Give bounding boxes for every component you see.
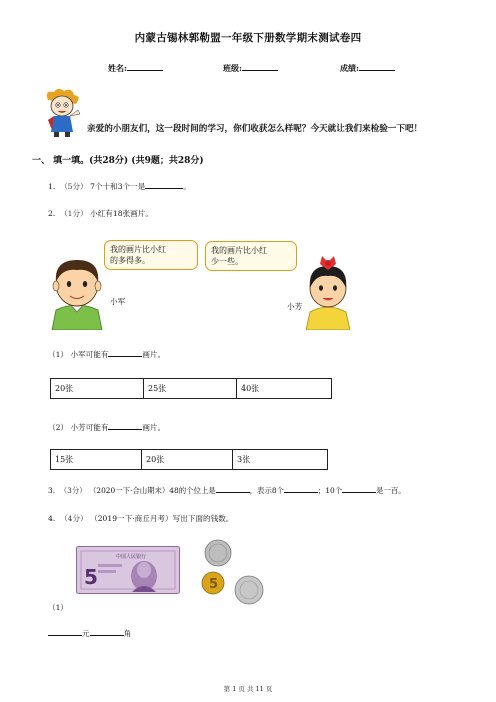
option-cell[interactable]: 40张 [237,379,332,399]
question-3-blank-3[interactable] [342,484,376,493]
score-label: 成绩: [340,63,359,73]
boy-bubble-line-2: 的多得多。 [110,256,150,265]
question-3-text: （2020一下·合山期末）48的个位上是 [89,486,216,495]
boy-speech-bubble [104,240,198,270]
question-2 [48,208,153,219]
coin-value: 5 [209,577,219,592]
question-4-sub-1-label: （1） [48,603,69,612]
girl-name: 小芳 [287,302,303,311]
class-field [223,62,278,74]
question-3-number: 3. [48,486,56,495]
yuan-blank[interactable] [48,627,82,636]
question-4-answer-line [48,627,131,639]
question-3-blank-1[interactable] [216,484,250,493]
question-1-text: 7个十和3个一是 [90,182,146,191]
question-3-blank-2[interactable] [284,484,318,493]
question-1 [48,180,191,192]
sub-1-text: 小军可能有 [70,350,109,359]
class-blank[interactable] [242,62,278,71]
option-cell[interactable]: 15张 [51,450,142,470]
options-table-1 [50,378,332,399]
sub-1-label: （1） [48,350,69,359]
sub-2-label: （2） [48,423,69,432]
question-2-sub-1 [48,348,165,360]
question-4-points: （4分） [60,514,88,523]
yuan-unit: 元 [82,629,90,638]
question-1-blank[interactable] [145,180,183,189]
sub-2-text: 小芳可能有 [70,423,109,432]
option-cell[interactable]: 3张 [233,450,328,470]
banknote-text: 中国人民银行 [116,554,147,560]
section-heading: 一、 填一填。(共28分) (共9题；共28分) [32,156,204,166]
jiao-blank[interactable] [90,627,124,636]
question-3 [48,484,406,496]
coins-icon [200,538,270,606]
jiao-unit: 角 [123,629,132,638]
girl-bubble-line-2: 少一些。 [211,257,243,266]
boy-name: 小军 [110,297,126,306]
sub-1-end: 画片。 [142,350,166,359]
question-2-number: 2. [48,209,56,218]
question-1-end: 。 [183,182,191,191]
question-2-text: 小红有18张画片。 [90,209,153,218]
sub-2-blank[interactable] [108,421,142,430]
question-4-text: （2019一下·商丘月考）写出下面的钱数。 [90,514,234,523]
girl-speech-bubble [205,241,297,271]
sub-2-end: 画片。 [142,423,166,432]
question-1-points: （5分） [60,182,88,191]
boy-bubble-line-1: 我的画片比小红 [110,245,166,254]
question-3-mid-1: ，表示8个 [249,486,284,495]
question-3-end: 是一百。 [376,486,406,495]
question-3-points: （3分） [59,486,87,495]
option-cell[interactable]: 20张 [51,379,144,399]
banknote-value: 5 [84,565,98,589]
boy-illustration-icon [48,252,106,330]
option-cell[interactable]: 20张 [142,450,233,470]
name-field [108,62,163,74]
score-blank[interactable] [359,62,395,71]
question-4 [48,513,233,524]
score-field [340,62,395,74]
page-footer: 第 1 页 共 11 页 [223,685,273,693]
question-1-number: 1. [48,182,56,191]
options-table-2 [50,449,328,470]
name-label: 姓名: [108,63,127,73]
five-yuan-banknote-icon [76,546,180,594]
option-cell[interactable]: 25张 [144,379,237,399]
girl-bubble-line-1: 我的画片比小红 [211,246,267,255]
question-4-number: 4. [48,514,56,523]
question-2-points: （1分） [60,209,88,218]
name-blank[interactable] [127,62,163,71]
mascot-cartoon-icon [40,86,84,138]
girl-illustration-icon [300,250,356,330]
document-title: 内蒙古锡林郭勒盟一年级下册数学期末测试卷四 [134,32,362,44]
sub-1-blank[interactable] [108,348,142,357]
question-2-sub-2 [48,421,165,433]
class-label: 班级: [223,63,242,73]
question-3-mid-2: ；10个 [317,486,343,495]
intro-text: 亲爱的小朋友们，这一段时间的学习，你们收获怎么样呢？今天就让我们来检验一下吧！ [87,124,423,134]
